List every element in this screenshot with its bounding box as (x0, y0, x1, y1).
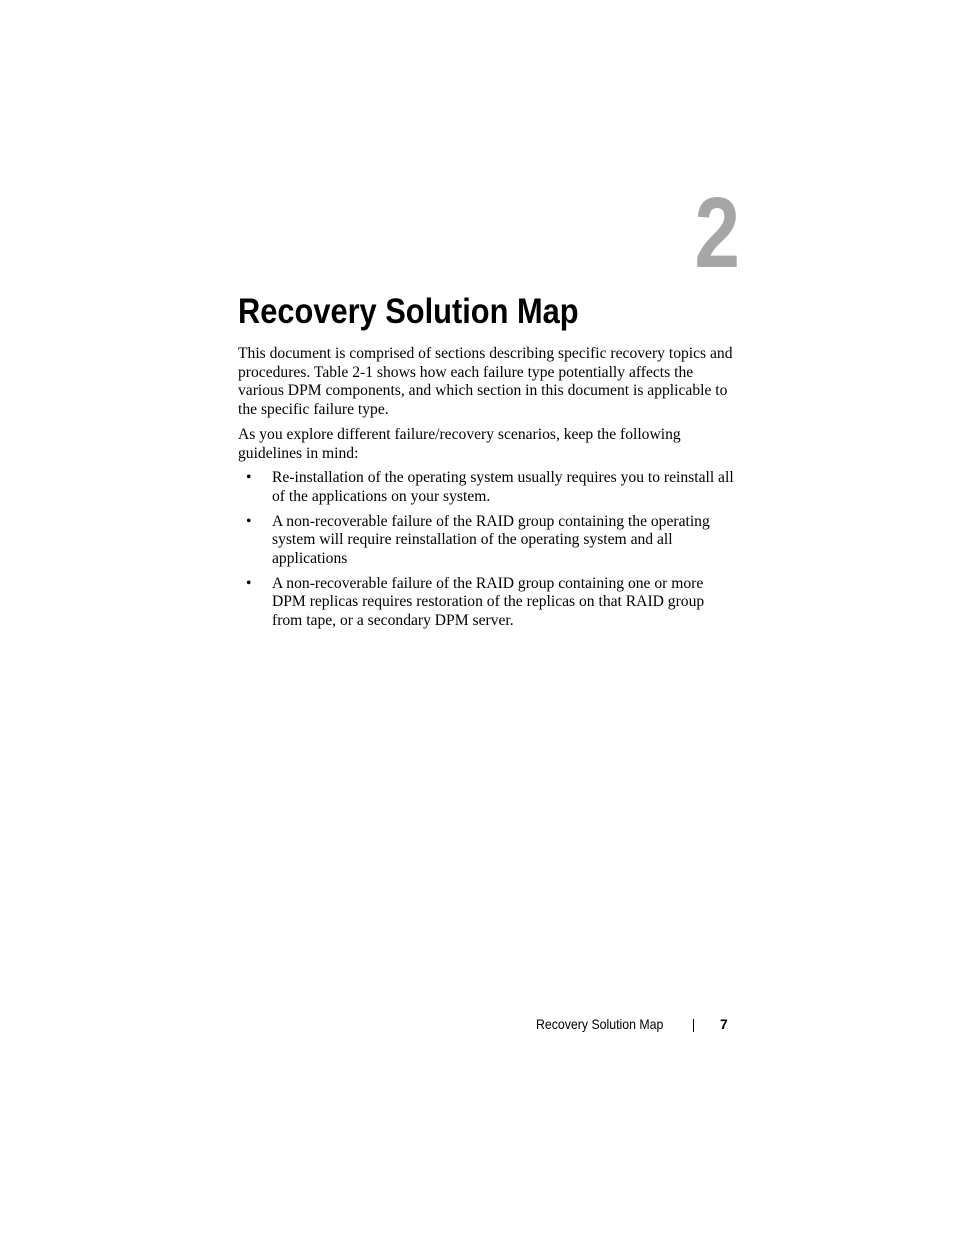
guidelines-list (238, 469, 738, 631)
page-footer (536, 1014, 736, 1036)
bullet-icon: • (246, 469, 252, 487)
footer-section-title: Recovery Solution Map (536, 1016, 664, 1032)
intro-paragraph: This document is comprised of sections describing specific recovery topics and procedures. Table 2-1 shows how each failure type potentially affects the various DPM components, and which section in this document is applicable to the specific failure type. (238, 345, 733, 419)
guidelines-intro-paragraph: As you explore different failure/recovery scenarios, keep the following guidelines in mind: (238, 425, 681, 462)
page-title: Recovery Solution Map (238, 292, 579, 331)
bullet-icon: • (246, 512, 252, 530)
list-item-text: Re-installation of the operating system usually requires you to reinstall all of the applications on your system. (272, 469, 734, 505)
list-item (238, 469, 738, 506)
chapter-number: 2 (694, 177, 740, 289)
list-item-text: A non-recoverable failure of the RAID group containing one or more DPM replicas requires restoration of the replicas on that RAID group from tape, or a secondary DPM server. (272, 574, 705, 630)
body-content (238, 345, 738, 637)
list-item (238, 513, 738, 569)
page-number: 7 (720, 1016, 728, 1032)
list-item (238, 575, 738, 631)
bullet-icon: • (246, 574, 252, 592)
list-item-text: A non-recoverable failure of the RAID group containing the operating system will require reinstallation of the operating system and all applications (272, 512, 710, 568)
footer-divider (693, 1019, 694, 1032)
